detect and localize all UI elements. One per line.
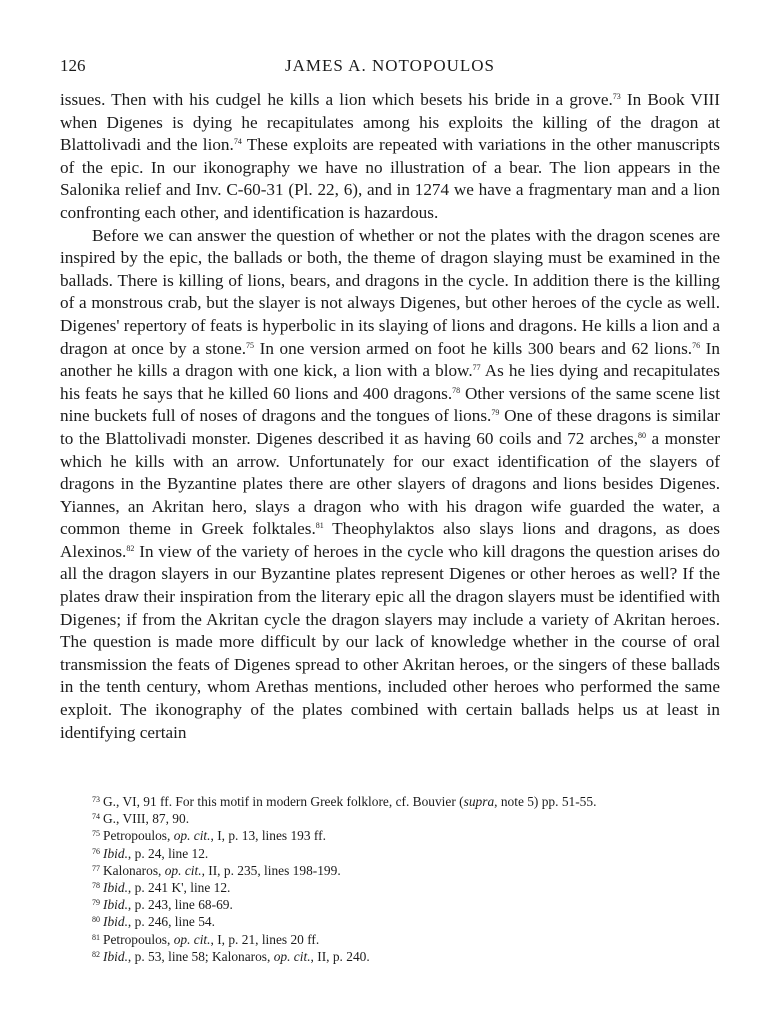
italic-text: Ibid. bbox=[103, 914, 128, 930]
footnote bbox=[92, 931, 732, 948]
text-run: Theophylaktos also slays lions and dragons, as does Alexinos. bbox=[60, 519, 720, 561]
text-run: , I, p. 21, lines 20 ff. bbox=[210, 931, 320, 947]
text-run: As he lies dying and recapitulates his feats he says that he killed 60 lions and 400 dragons. bbox=[60, 361, 720, 403]
italic-text: supra bbox=[463, 794, 495, 809]
footnote-ref: 76 bbox=[692, 340, 701, 350]
footnote-number: 78 bbox=[92, 881, 100, 891]
footnotes bbox=[92, 793, 732, 965]
italic-text: op. cit. bbox=[164, 862, 202, 878]
footnote-ref: 73 bbox=[612, 92, 621, 101]
footnote-number: 75 bbox=[92, 829, 100, 839]
text-run: , II, p. 240. bbox=[310, 948, 370, 964]
text-run: In one version armed on foot he kills 300 bears and 62 lions. bbox=[254, 338, 693, 358]
footnote-number: 77 bbox=[92, 863, 100, 873]
footnote bbox=[92, 913, 732, 930]
text-run: In Book VIII when Digenes is dying he recapitulates among his exploits the killing of the dragon at Blattolivadi and the lion. bbox=[60, 90, 720, 155]
text-run: , II, p. 235, lines 198-199. bbox=[201, 862, 341, 878]
text-run: issues. Then with his cudgel he kills a lion which besets his bride in a grove. bbox=[60, 90, 613, 109]
text-run: In another he kills a dragon with one kick, a lion with a blow. bbox=[60, 338, 720, 381]
footnote-number: 82 bbox=[92, 949, 100, 959]
page-header bbox=[60, 56, 720, 78]
text-run: In view of the variety of heroes in the cycle who kill dragons the question arises do all the dragon slayers in our Byzantine plates represent Digenes or other heroes as well? If the plates draw their inspiration from the literary epic all the dragon slayers must be identified with Digenes; if from the Akritan cycle the dragon slayers may include a variety of Akritan heroes. The question is made more difficult by our lack of knowledge whether in the course of oral transmission the feats of Digenes spread to other Akritan heroes, or the singers of these ballads in the tenth century, whom Arethas mentions, included other heroes who performed the same exploit. The ikonography of the plates combined with certain ballads helps us at least in identifying certain bbox=[60, 541, 720, 742]
italic-text: op. cit. bbox=[273, 948, 311, 964]
footnote-ref: 77 bbox=[472, 363, 481, 373]
footnote-ref: 74 bbox=[233, 137, 242, 147]
text-run: Before we can answer the question of whether or not the plates with the dragon scenes are inspired by the epic, the ballads or both, the theme of dragon slaying must be examined in the ballads. There is killing of lions, bears, and dragons in the cycle. In addition there is the killing of a monstrous crab, but the slayer is not always Digenes, but other heroes of the cycle as well. Digenes' repertory of feats is hyperbolic in its slaying of lions and dragons. He kills a lion and a dragon at once by a stone. bbox=[60, 225, 720, 358]
footnote-number: 73 bbox=[92, 795, 100, 804]
italic-text: Ibid. bbox=[103, 880, 128, 896]
italic-text: Ibid. bbox=[103, 897, 128, 913]
footnote bbox=[92, 827, 732, 844]
page-number: 126 bbox=[60, 56, 86, 75]
body-text bbox=[60, 89, 720, 744]
footnote-ref: 79 bbox=[491, 408, 500, 418]
paragraph bbox=[60, 225, 720, 745]
footnote bbox=[92, 896, 732, 913]
text-run: , p. 243, line 68-69. bbox=[127, 897, 233, 913]
text-run: Petropoulos, bbox=[103, 931, 174, 947]
text-run: One of these dragons is similar to the Blattolivadi monster. Digenes described it as having 60 coils and 72 arches, bbox=[60, 406, 721, 448]
footnote-number: 80 bbox=[92, 915, 100, 925]
footnote-ref: 82 bbox=[126, 543, 135, 553]
text-run: Kalonaros, bbox=[103, 862, 165, 878]
text-run: These exploits are repeated with variations in the other manuscripts of the epic. In our ikonography we have no illustration of a bear. The lion appears in the Salonika relief and Inv. C-60-31 (Pl. 22, 6), and in 1274 we have a fragmentary man and a lion confronting each other, and identification is hazardous. bbox=[60, 135, 720, 222]
text-run: , p. 246, line 54. bbox=[127, 914, 215, 930]
footnote bbox=[92, 879, 732, 896]
text-run: G., VI, 91 ff. For this motif in modern Greek folklore, cf. Bouvier ( bbox=[103, 794, 464, 809]
footnote-ref: 80 bbox=[638, 430, 647, 440]
text-run: , I, p. 13, lines 193 ff. bbox=[210, 828, 326, 844]
text-run: Petropoulos, bbox=[103, 828, 174, 844]
text-run: , p. 24, line 12. bbox=[127, 845, 209, 861]
footnote bbox=[92, 810, 732, 827]
footnote bbox=[92, 948, 732, 965]
italic-text: Ibid. bbox=[103, 845, 128, 861]
text-run: , p. 241 K', line 12. bbox=[127, 880, 231, 896]
footnote-number: 79 bbox=[92, 898, 100, 908]
text-run: Other versions of the same scene list nine buckets full of noses of dragons and the tongues of lions. bbox=[60, 383, 720, 426]
italic-text: op. cit. bbox=[173, 931, 211, 947]
text-run: a monster which he kills with an arrow. Unfortunately for our exact identification of the slayers of dragons in the Byzantine plates there are other slayers of dragons and lions besides Digenes. Yiannes, an Akritan hero, slays a dragon who with his dragon wife guarded the water, a common theme in Greek folktales. bbox=[60, 428, 720, 539]
text-run: , note 5) pp. 51-55. bbox=[494, 794, 597, 809]
footnote bbox=[92, 845, 732, 862]
footnote-number: 81 bbox=[92, 932, 100, 942]
paragraph bbox=[60, 89, 720, 225]
footnote-number: 76 bbox=[92, 846, 100, 856]
footnote bbox=[92, 862, 732, 879]
footnote-number: 74 bbox=[92, 812, 100, 822]
footnote-ref: 78 bbox=[452, 385, 461, 395]
footnote-ref: 75 bbox=[246, 340, 255, 350]
footnote-ref: 81 bbox=[315, 521, 324, 531]
text-run: G., VIII, 87, 90. bbox=[103, 811, 190, 827]
text-run: , p. 53, line 58; Kalonaros, bbox=[127, 948, 274, 964]
italic-text: op. cit. bbox=[173, 828, 211, 844]
running-head: JAMES A. NOTOPOULOS bbox=[285, 56, 495, 75]
italic-text: Ibid. bbox=[103, 948, 128, 964]
footnote bbox=[92, 793, 732, 810]
